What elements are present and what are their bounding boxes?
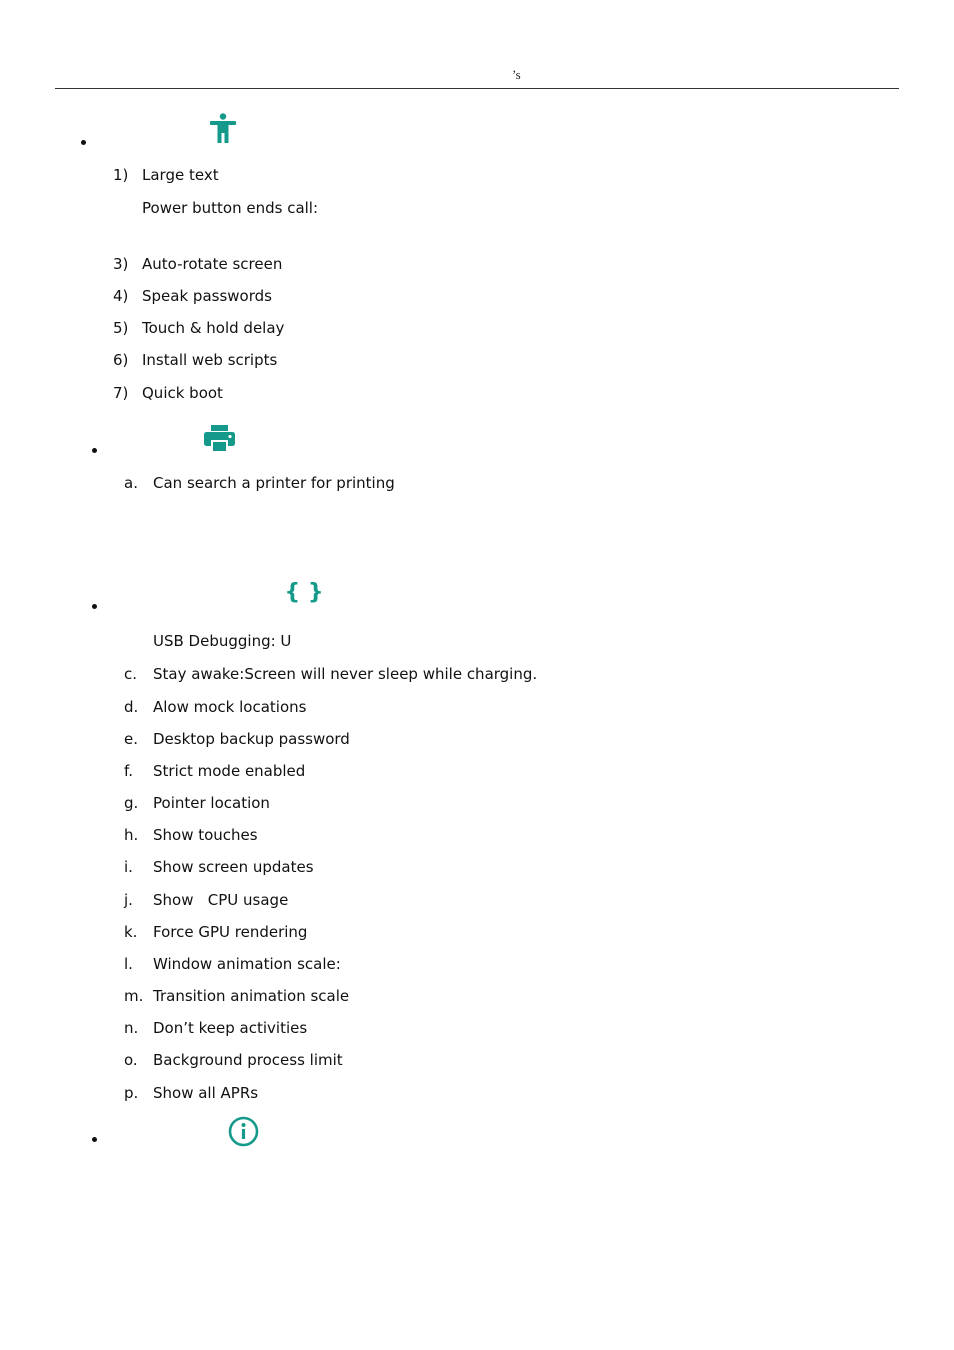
- section-bullet: [92, 1137, 97, 1142]
- section-bullet: [81, 140, 86, 145]
- header-divider: [55, 88, 899, 89]
- section-bullet: [92, 604, 97, 609]
- svg-text:{ }: { }: [284, 580, 324, 605]
- accessibility-icon: [209, 113, 237, 143]
- printer-icon: [204, 425, 235, 453]
- curly-braces-icon: [284, 579, 324, 605]
- page-header-text: ’s: [512, 67, 521, 82]
- info-icon: [228, 1116, 259, 1147]
- section-bullet: [92, 448, 97, 453]
